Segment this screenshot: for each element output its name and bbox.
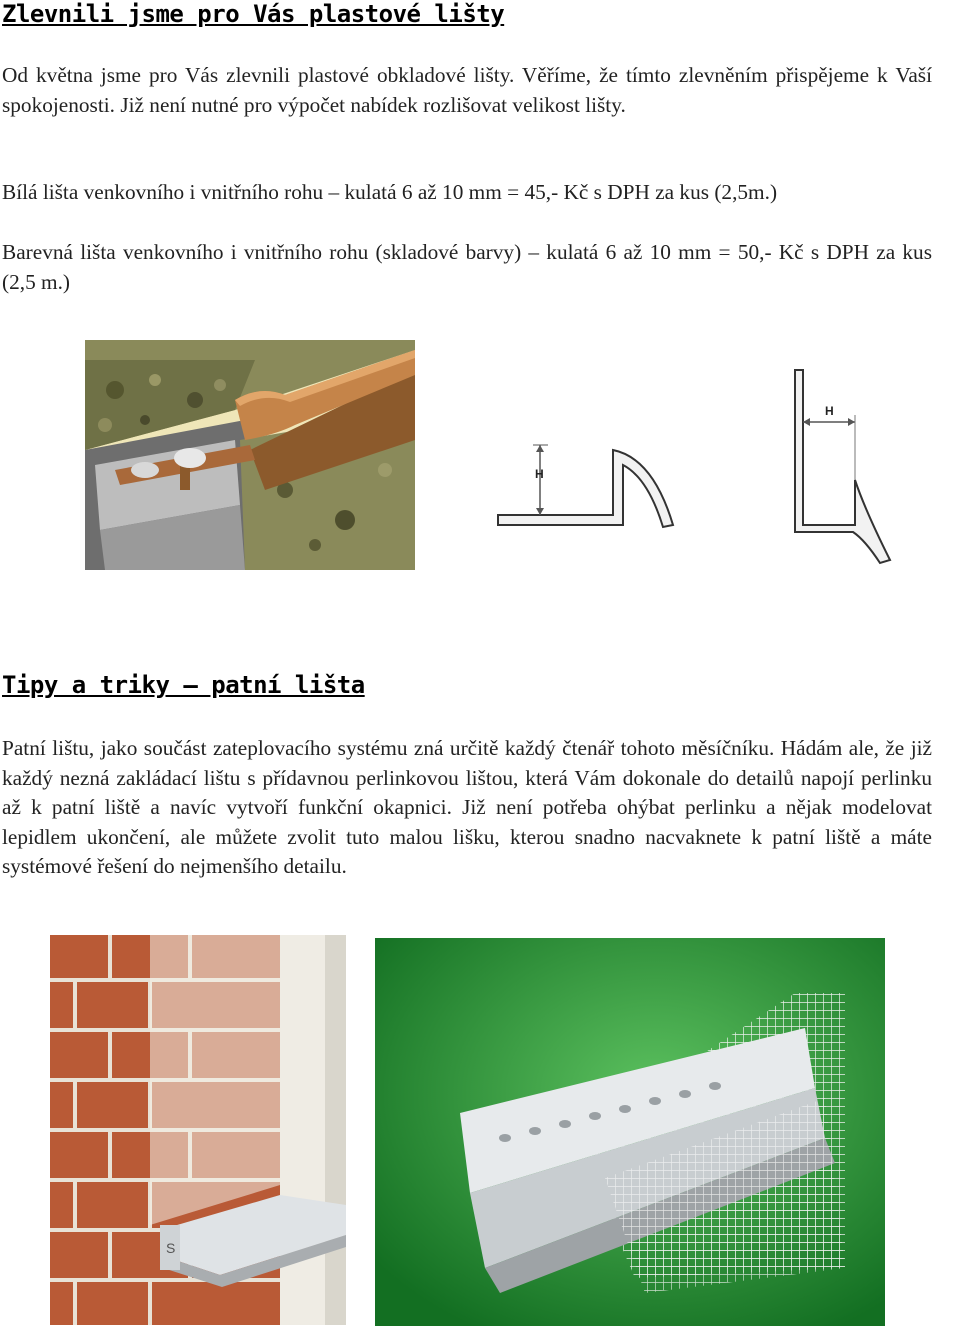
brick-wall-starter-profile-photo (50, 935, 346, 1325)
mesh-drip-profile-photo (375, 938, 885, 1326)
inner-corner-profile-drawing (770, 360, 960, 575)
corner-trim-photo (85, 340, 415, 570)
intro-paragraph: Od května jsme pro Vás zlevnili plastové obkladové lišty. Věříme, že tímto zlevněním přispějeme k Vaší spokojenosti. Již není nutné pro výpočet nabídek rozlišovat velikost lišty. (2, 63, 932, 117)
round-profile-drawing (478, 420, 688, 550)
profile-dimension-label: H (825, 404, 834, 418)
price-white-trim: Bílá lišta venkovního i vnitřního rohu – kulatá 6 až 10 mm = 45,- Kč s DPH za kus (2,5m.) (2, 180, 778, 204)
section-heading-price-cut: Zlevnili jsme pro Vás plastové lišty (2, 0, 505, 28)
svg-text:S: S (166, 1240, 176, 1256)
price-colored-trim: Barevná lišta venkovního i vnitřního rohu (skladové barvy) – kulatá 6 až 10 mm = 50,- Kč s DPH za kus (2,5 m.) (2, 240, 932, 294)
profile-dimension-label: H (535, 467, 544, 481)
tips-paragraph: Patní lištu, jako součást zateplovacího systému zná určitě každý čtenář tohoto měsíčníku. Hádám ale, že již každý nezná zakládací lištu s přídavnou perlinkovou lištou, která Vám dokonale do detailů napojí perlinku až k patní liště a navíc vytvoří funkční okapnici. Již není potřeba ohýbat perlinku a nějak modelovat lepidlem ukončení, ale můžete zvolit tuto malou lišku, kterou snadno nacvaknete k patní liště a máte systémové řešení do nejmenšího detailu. (2, 736, 932, 878)
section-heading-tips: Tipy a triky – patní lišta (2, 671, 365, 699)
